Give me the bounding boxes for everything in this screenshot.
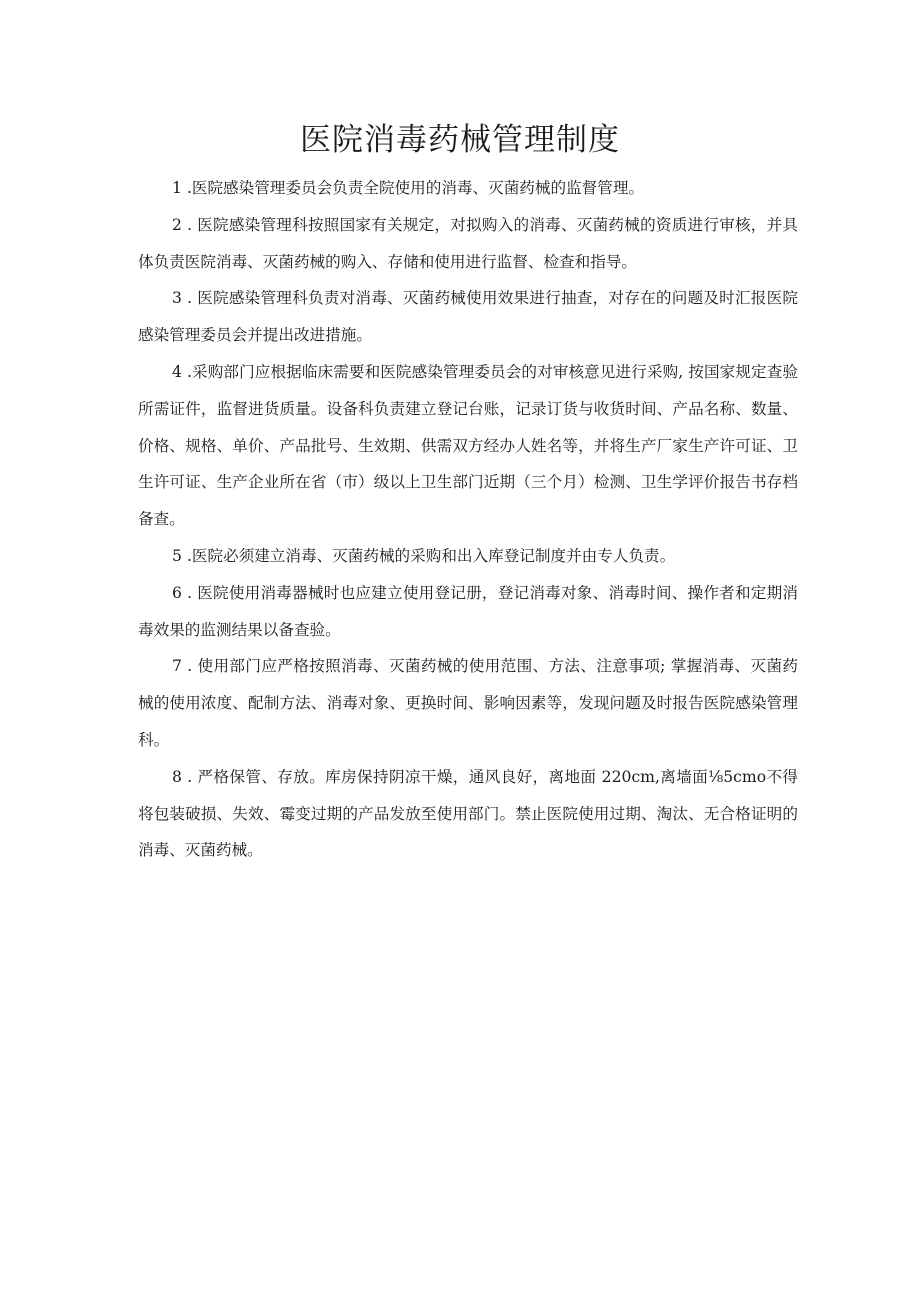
paragraph-1: 1 .医院感染管理委员会负责全院使用的消毒、灭菌药械的监督管理。 bbox=[172, 179, 645, 197]
paragraph-4: 4 .采购部门应根据临床需要和医院感染管理委员会的对审核意见进行采购, 按国家规定查验所需证件，监督进货质量。设备科负责建立登记台账，记录订货与收货时间、产品名称、数量、价格、规格、单价、产品批号、生效期、供需双方经办人姓名等，并将生产厂家生产许可证、卫生许可证、生产企业所在省（市）级以上卫生部门近期（三个月）检测、卫生学评价报告书存档备查。 bbox=[138, 362, 798, 529]
paragraph-7: 7 . 使用部门应严格按照消毒、灭菌药械的使用范围、方法、注意事项; 掌握消毒、灭菌药械的使用浓度、配制方法、消毒对象、更换时间、影响因素等，发现问题及时报告医院感染管理科。 bbox=[138, 657, 798, 749]
document-body bbox=[138, 170, 798, 869]
paragraph-6: 6 . 医院使用消毒器械时也应建立使用登记册，登记消毒对象、消毒时间、操作者和定期消毒效果的监测结果以备查验。 bbox=[138, 583, 798, 639]
document-title: 医院消毒药械管理制度 bbox=[300, 122, 620, 158]
paragraph-2: 2 . 医院感染管理科按照国家有关规定，对拟购入的消毒、灭菌药械的资质进行审核，并具体负责医院消毒、灭菌药械的购入、存储和使用进行监督、检查和指导。 bbox=[138, 215, 798, 271]
paragraph-8: 8 . 严格保管、存放。库房保持阴凉干燥，通风良好，离地面 220cm,离墙面⅛5cmo不得将包装破损、失效、霉变过期的产品发放至使用部门。禁止医院使用过期、淘汰、无合格证明的消毒、灭菌药械。 bbox=[138, 767, 798, 860]
paragraph-5: 5 .医院必须建立消毒、灭菌药械的采购和出入库登记制度并由专人负责。 bbox=[172, 546, 676, 565]
paragraph-3: 3 . 医院感染管理科负责对消毒、灭菌药械使用效果进行抽查，对存在的问题及时汇报医院感染管理委员会并提出改进措施。 bbox=[138, 289, 798, 345]
